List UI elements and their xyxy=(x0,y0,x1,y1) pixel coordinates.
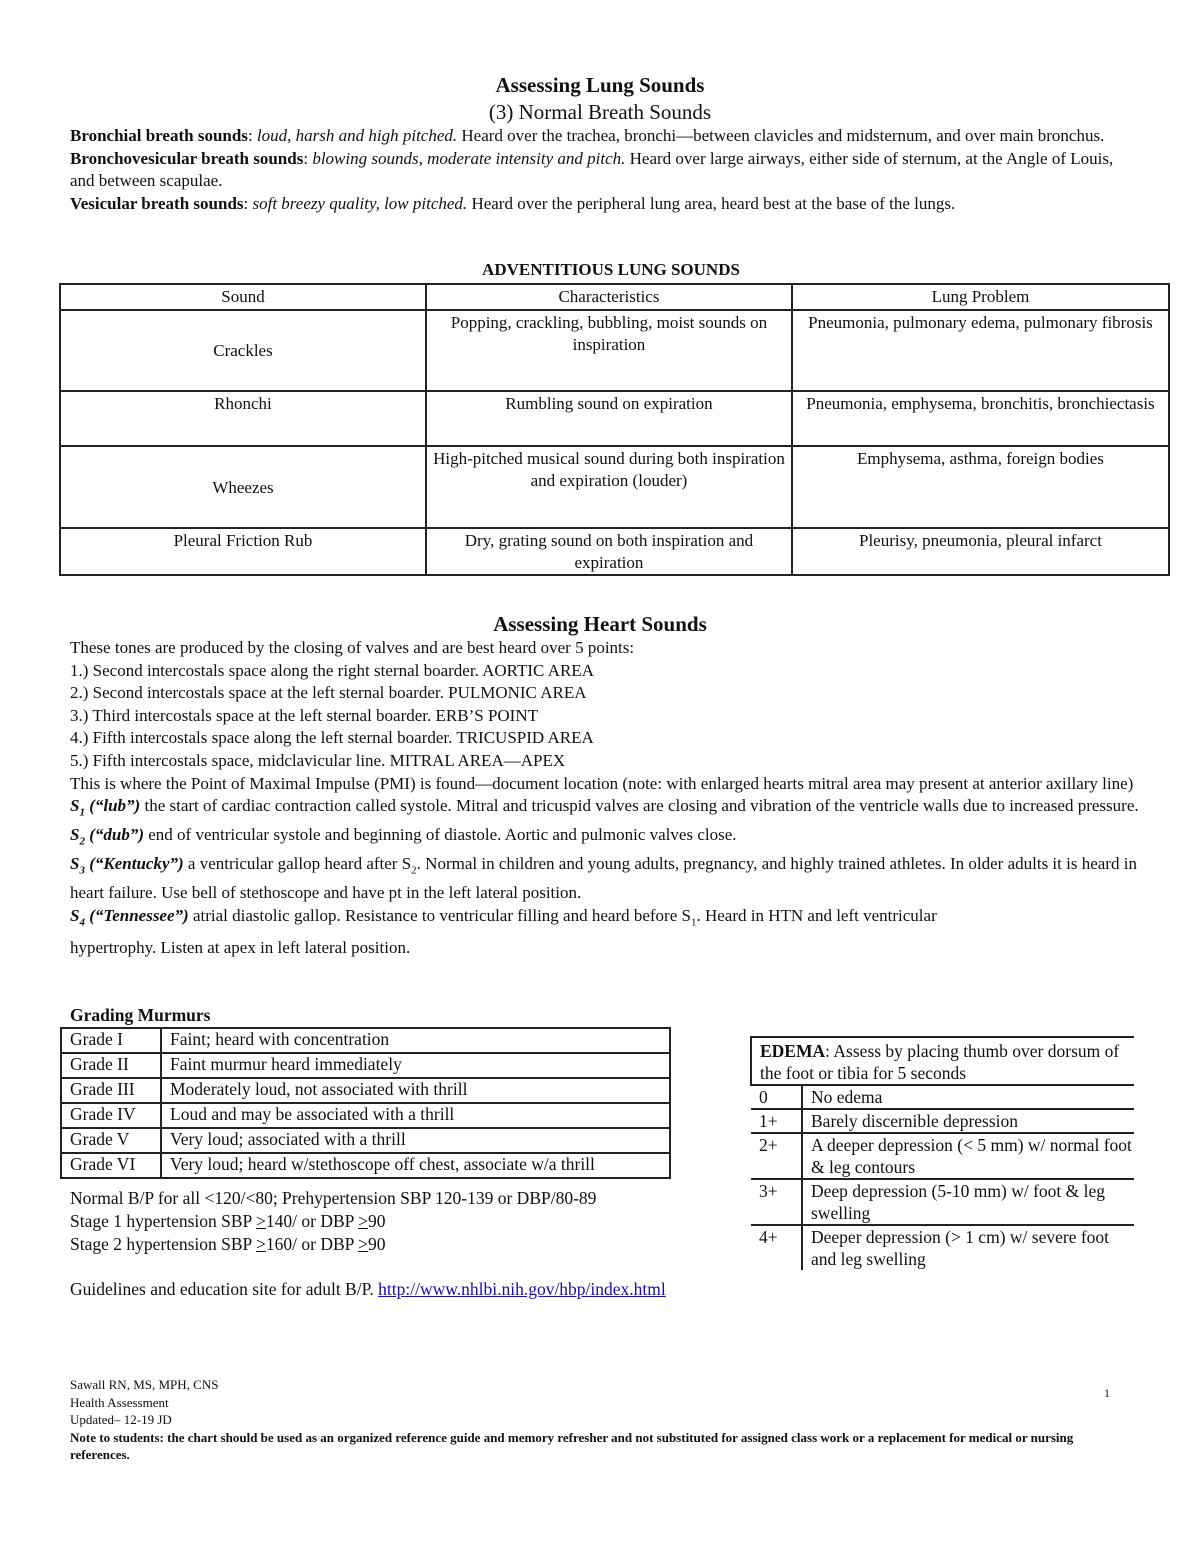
cell-characteristics: Popping, crackling, bubbling, moist sounds on inspiration xyxy=(426,310,792,391)
bp-guidelines: Guidelines and education site for adult B/P. http://www.nhlbi.nih.gov/hbp/index.html xyxy=(70,1279,666,1299)
s2-label: $S_2$ (“dub”) xyxy=(70,825,144,848)
edema-grade: 4+ xyxy=(751,1225,802,1270)
table-row xyxy=(60,391,1169,446)
header-characteristics: Characteristics xyxy=(426,284,792,310)
auscultation-point: 1.) Second intercostals space along the right sternal boarder. AORTIC AREA xyxy=(70,660,594,680)
heart-intro: These tones are produced by the closing of valves and are best heard over 5 points: xyxy=(70,638,635,657)
table-row xyxy=(61,1028,670,1053)
edema-grade: 1+ xyxy=(751,1109,802,1133)
edema-desc: : Assess by placing thumb over dorsum of the foot or tibia for 5 seconds xyxy=(760,1041,1120,1083)
table-row xyxy=(61,1078,670,1103)
footer-author: Sawall RN, MS, MPH, CNS xyxy=(70,1377,219,1392)
vesicular-term: Vesicular breath sounds xyxy=(70,193,244,213)
page-number: 1 xyxy=(1104,1386,1110,1400)
header-sound: Sound xyxy=(60,284,426,310)
footer-course: Health Assessment xyxy=(70,1394,169,1410)
murmur-desc: Moderately loud, not associated with thrill xyxy=(161,1078,670,1103)
cell-problem: Pneumonia, emphysema, bronchitis, bronchiectasis xyxy=(792,391,1169,446)
bronchial-term: Bronchial breath sounds xyxy=(70,126,248,145)
table-row xyxy=(751,1085,1134,1109)
murmur-grade: Grade I xyxy=(61,1028,161,1053)
s2-paragraph xyxy=(70,824,1140,853)
murmur-grade: Grade II xyxy=(61,1053,161,1078)
table-row xyxy=(61,1153,670,1178)
s4-label: $S_4$ (“Tennessee”) xyxy=(70,905,189,929)
murmur-desc: Very loud; heard w/stethoscope off chest, associate w/a thrill xyxy=(161,1153,670,1178)
edema-grade: 2+ xyxy=(751,1133,802,1179)
auscultation-point: 5.) Fifth intercostals space, midclavicular line. MITRAL AREA—APEX xyxy=(70,750,566,770)
s1-label: $S_1$ (“lub”) xyxy=(70,796,141,819)
pmi-note: This is where the Point of Maximal Impulse (PMI) is found—document location (note: with enlarged hearts mitral area may present at anterior axillary line) xyxy=(70,773,1134,793)
murmur-grade: Grade V xyxy=(61,1128,161,1153)
s3-text: a ventricular gallop heard after $S_2$. Normal in children and young adults, pregnancy, and highly trained athletes. In older adults it is heard in heart failure. Use bell of stethoscope and have pt in the left lateral position. xyxy=(70,854,1137,903)
table-row xyxy=(61,1103,670,1128)
table-row xyxy=(60,528,1169,575)
edema-table xyxy=(750,1036,1134,1270)
cell-problem: Pleurisy, pneumonia, pleural infarct xyxy=(792,528,1169,575)
edema-desc-cell: A deeper depression (< 5 mm) w/ normal foot & leg contours xyxy=(802,1133,1134,1179)
edema-desc-cell: No edema xyxy=(802,1085,1134,1109)
table-header-row xyxy=(60,284,1169,310)
header-lung-problem: Lung Problem xyxy=(792,284,1169,310)
auscultation-point: 3.) Third intercostals space at the left sternal boarder. ERB’S POINT xyxy=(70,705,539,725)
s1-text: the start of cardiac contraction called systole. Mitral and tricuspid valves are closing and vibration of the ventricle walls due to increased pressure. xyxy=(140,796,1139,816)
edema-grade: 3+ xyxy=(751,1179,802,1225)
adventitious-title: ADVENTITIOUS LUNG SOUNDS xyxy=(482,260,740,279)
footer xyxy=(70,1376,1110,1464)
s4-paragraph xyxy=(70,905,1140,934)
vesicular-paragraph: Vesicular breath sounds: soft breezy quality, low pitched. Heard over the peripheral lung area, heard best at the base of the lungs. xyxy=(70,193,956,213)
edema-grade: 0 xyxy=(751,1085,802,1109)
edema-header-row xyxy=(751,1037,1134,1085)
cell-sound: Wheezes xyxy=(60,446,426,528)
vesicular-text: Heard over the peripheral lung area, heard best at the base of the lungs. xyxy=(467,193,956,213)
murmur-desc: Loud and may be associated with a thrill xyxy=(161,1103,670,1128)
lung-subtitle: (3) Normal Breath Sounds xyxy=(488,100,712,124)
blood-pressure-notes xyxy=(70,1187,730,1301)
murmurs-title: Grading Murmurs xyxy=(70,1005,211,1025)
edema-desc-cell: Deeper depression (> 1 cm) w/ severe foot and leg swelling xyxy=(802,1225,1134,1270)
bp-normal: Normal B/P for all <120/<80; Prehypertension SBP 120-139 or DBP/80-89 xyxy=(70,1188,597,1208)
s3-paragraph xyxy=(70,853,1140,905)
table-row xyxy=(751,1225,1134,1270)
s4-text: atrial diastolic gallop. Resistance to ventricular filling and heard before $S_1$. Heard in HTN and left ventricular xyxy=(188,905,937,929)
s2-text: end of ventricular systole and beginning of diastole. Aortic and pulmonic valves close. xyxy=(144,825,737,845)
edema-desc-cell: Barely discernible depression xyxy=(802,1109,1134,1133)
murmur-desc: Faint; heard with concentration xyxy=(161,1028,670,1053)
table-row xyxy=(751,1109,1134,1133)
auscultation-point: 2.) Second intercostals space at the left sternal boarder. PULMONIC AREA xyxy=(70,683,587,703)
nhlbi-link[interactable]: http://www.nhlbi.nih.gov/hbp/index.html xyxy=(378,1279,666,1299)
cell-sound: Crackles xyxy=(60,310,426,391)
table-row xyxy=(61,1128,670,1153)
adventitious-table xyxy=(59,283,1170,576)
table-row xyxy=(60,446,1169,528)
table-row xyxy=(61,1053,670,1078)
bp-stage1: Stage 1 hypertension SBP >140/ or DBP >90 xyxy=(70,1211,386,1231)
cell-characteristics: High-pitched musical sound during both inspiration and expiration (louder) xyxy=(426,446,792,528)
bronchial-text: Heard over the trachea, bronchi—between clavicles and midsternum, and over main bronchus. xyxy=(457,126,1105,145)
vesicular-desc: soft breezy quality, low pitched. xyxy=(252,193,468,213)
cell-sound: Rhonchi xyxy=(60,391,426,446)
edema-header xyxy=(751,1037,1134,1085)
bronchial-desc: loud, harsh and high pitched. xyxy=(256,126,458,145)
cell-characteristics: Dry, grating sound on both inspiration and expiration xyxy=(426,528,792,575)
bp-stage2: Stage 2 hypertension SBP >160/ or DBP >90 xyxy=(70,1234,386,1254)
murmur-grading-table xyxy=(60,1027,671,1179)
footer-note: Note to students: the chart should be used as an organized reference guide and memory refresher and not substituted for assigned class work or a replacement for medical or nursing references. xyxy=(70,1429,1074,1462)
cell-problem: Pneumonia, pulmonary edema, pulmonary fibrosis xyxy=(792,310,1169,391)
footer-updated: Updated– 12-19 JD xyxy=(70,1412,172,1427)
murmur-desc: Very loud; associated with a thrill xyxy=(161,1128,670,1153)
bronchial-paragraph: Bronchial breath sounds: loud, harsh and high pitched. Heard over the trachea, bronchi—between clavicles and midsternum, and over main bronchus. xyxy=(70,126,1105,145)
murmur-grade: Grade III xyxy=(61,1078,161,1103)
murmur-grade: Grade IV xyxy=(61,1103,161,1128)
table-row xyxy=(751,1133,1134,1179)
table-row xyxy=(60,310,1169,391)
bronchovesicular-text: Heard over large airways, either side of sternum, at the Angle of Louis, and between scapulae. xyxy=(70,148,1114,191)
edema-term: EDEMA xyxy=(760,1041,826,1061)
cell-sound: Pleural Friction Rub xyxy=(60,528,426,575)
heart-sounds-body xyxy=(70,637,1140,959)
table-row xyxy=(751,1179,1134,1225)
s4-text-continued: hypertrophy. Listen at apex in left lateral position. xyxy=(70,937,411,957)
murmur-desc: Faint murmur heard immediately xyxy=(161,1053,670,1078)
bronchovesicular-term: Bronchovesicular breath sounds xyxy=(70,148,304,168)
cell-characteristics: Rumbling sound on expiration xyxy=(426,391,792,446)
lung-title: Assessing Lung Sounds xyxy=(495,73,705,97)
murmur-grade: Grade VI xyxy=(61,1153,161,1178)
heart-title: Assessing Heart Sounds xyxy=(493,612,707,636)
s1-paragraph xyxy=(70,795,1140,824)
auscultation-point: 4.) Fifth intercostals space along the left sternal boarder. TRICUSPID AREA xyxy=(70,728,594,748)
s3-label: $S_3$ (“Kentucky”) xyxy=(70,854,184,877)
edema-desc-cell: Deep depression (5-10 mm) w/ foot & leg swelling xyxy=(802,1179,1134,1225)
cell-problem: Emphysema, asthma, foreign bodies xyxy=(792,446,1169,528)
normal-breath-sounds xyxy=(70,125,1140,215)
bronchovesicular-paragraph: Bronchovesicular breath sounds: blowing sounds, moderate intensity and pitch. Heard over large airways, either side of sternum, at the Angle of Louis, and between scapulae. xyxy=(70,148,1114,191)
bronchovesicular-desc: blowing sounds, moderate intensity and pitch. xyxy=(312,148,626,168)
